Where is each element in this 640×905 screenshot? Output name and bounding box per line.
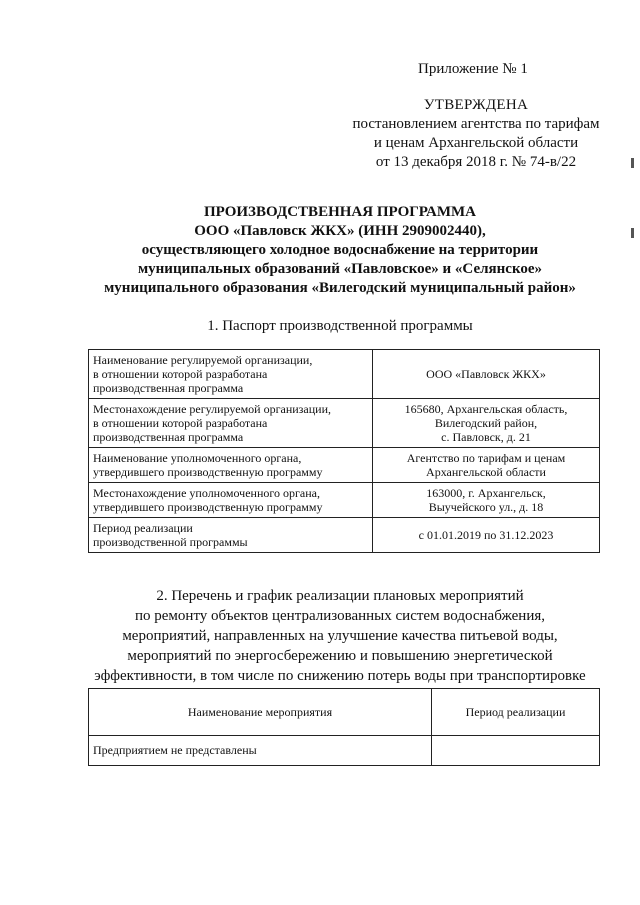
section2-title [60,586,620,686]
passport-label-cell [89,350,373,399]
section2-title-line: мероприятий по энергосбережению и повышению энергетической [127,648,553,664]
heading-line: осуществляющего холодное водоснабжение на территории [141,242,539,258]
cell-line: производственная программа [93,430,244,444]
table-row [89,736,600,766]
table-row [89,350,600,399]
cell-line: ООО «Павловск ЖКХ» [426,367,546,381]
passport-value-cell [373,483,600,518]
passport-value-cell [373,518,600,553]
table-row [89,399,600,448]
section1-title: 1. Паспорт производственной программы [207,318,473,334]
cell-line: Вилегодский район, [434,416,538,430]
cell-line: производственная программа [93,381,244,395]
cell-line: Наименование уполномоченного органа, [93,451,302,465]
table-row [89,518,600,553]
heading-line: ПРОИЗВОДСТВЕННАЯ ПРОГРАММА [203,204,476,220]
cell-line: Агентство по тарифам и ценам [406,451,566,465]
heading-line: муниципального образования «Вилегодский муниципальный район» [104,280,576,296]
approval-line: постановлением агентства по тарифам [352,116,600,132]
cell-line: утвердившего производственную программу [93,500,323,514]
cell-line: с 01.01.2019 по 31.12.2023 [418,528,554,542]
period-cell [432,736,600,766]
measure-cell: Предприятием не представлены [89,736,432,766]
approval-title: УТВЕРЖДЕНА [423,97,529,113]
section2-title-line: 2. Перечень и график реализации плановых мероприятий [156,588,524,604]
document-heading [60,203,620,298]
approval-line: от 13 декабря 2018 г. № 74-в/22 [375,154,577,170]
cell-line: производственной программы [93,535,248,549]
scan-edge-mark [631,228,634,238]
column-header-period: Период реализации [432,689,600,736]
section2-title-line: эффективности, в том числе по снижению потерь воды при транспортировке [94,668,586,684]
column-header-measure: Наименование мероприятия [89,689,432,736]
passport-table [88,349,600,553]
heading-line: ООО «Павловск ЖКХ» (ИНН 2909002440), [194,223,486,239]
cell-line: 165680, Архангельская область, [404,402,568,416]
appendix-label: Приложение № 1 [418,61,528,77]
cell-line: в отношении которой разработана [93,367,268,381]
heading-line: муниципальных образований «Павловское» и «Селянское» [137,261,543,277]
cell-line: Выучейского ул., д. 18 [428,500,544,514]
cell-line: с. Павловск, д. 21 [441,430,531,444]
passport-label-cell [89,399,373,448]
table-row [89,448,600,483]
measures-table [88,688,600,766]
cell-line: Архангельской области [426,465,546,479]
cell-line: Местонахождение регулируемой организации, [93,402,332,416]
cell-line: утвердившего производственную программу [93,465,323,479]
scan-edge-mark [631,158,634,168]
passport-value-cell [373,448,600,483]
table-row [89,483,600,518]
section2-title-line: по ремонту объектов централизованных систем водоснабжения, [134,608,545,624]
cell-line: Наименование регулируемой организации, [93,353,313,367]
passport-value-cell [373,399,600,448]
section2-title-line: мероприятий, направленных на улучшение качества питьевой воды, [122,628,558,644]
cell-line: в отношении которой разработана [93,416,268,430]
passport-label-cell [89,518,373,553]
cell-line: 163000, г. Архангельск, [426,486,546,500]
table-header-row [89,689,600,736]
approval-line: и ценам Архангельской области [373,135,579,151]
cell-line: Период реализации [93,521,193,535]
approval-block [341,96,611,172]
passport-value-cell [373,350,600,399]
passport-label-cell [89,448,373,483]
cell-line: Местонахождение уполномоченного органа, [93,486,320,500]
passport-label-cell [89,483,373,518]
